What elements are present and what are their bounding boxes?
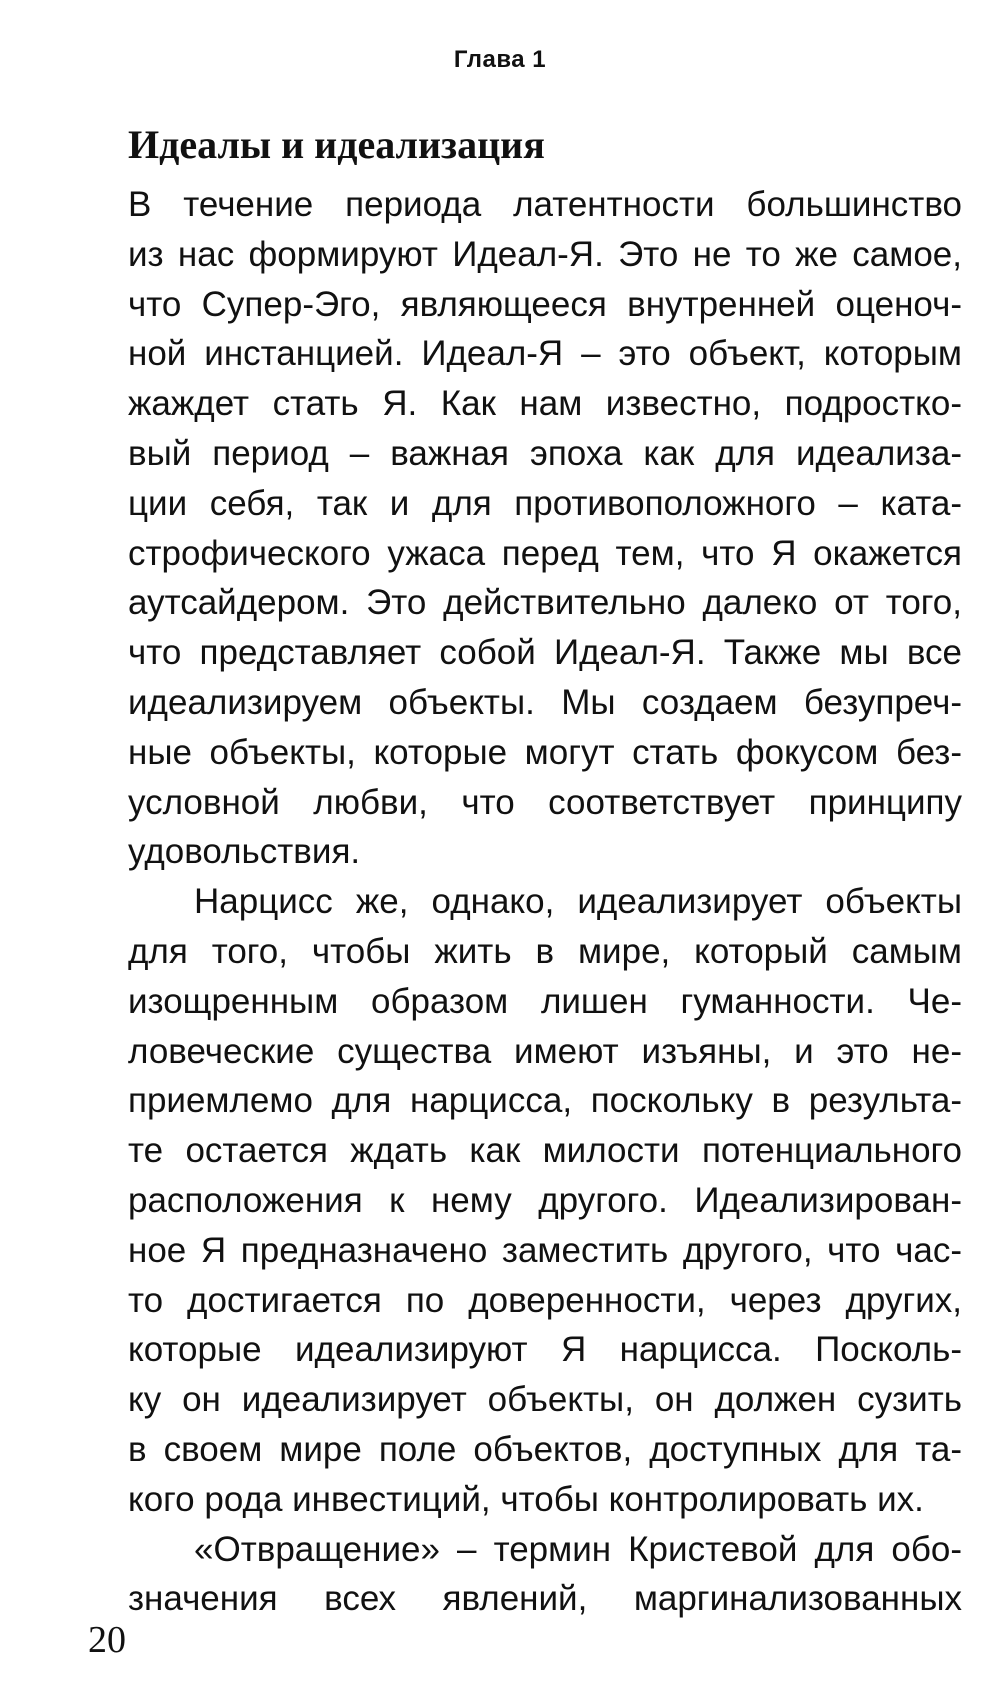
text-line: ное Я предназначено заместить другого, что час- <box>128 1230 962 1270</box>
text-line: приемлемо для нарцисса, поскольку в результа- <box>128 1081 962 1121</box>
page-number: 20 <box>88 1619 126 1661</box>
text-line: изощренным образом лишен гуманности. Че- <box>128 981 962 1021</box>
section-title: Идеалы и идеализация <box>128 122 545 167</box>
text-line: для того, чтобы жить в мире, который самым <box>128 931 962 971</box>
running-head: Глава 1 <box>453 46 547 73</box>
text-line: значения всех явлений, маргинализованных <box>128 1579 962 1619</box>
text-line: строфического ужаса перед тем, что Я окажется <box>128 533 962 573</box>
text-line: из нас формируют Идеал-Я. Это не то же самое, <box>128 234 962 274</box>
text-line: аутсайдером. Это действительно далеко от того, <box>128 583 962 623</box>
text-line: Нарцисс же, однако, идеализирует объекты <box>194 882 962 922</box>
text-line: удовольствия. <box>128 832 361 872</box>
text-line: то достигается по доверенности, через других, <box>128 1280 962 1320</box>
text-line: что Супер-Эго, являющееся внутренней оценоч- <box>128 284 962 324</box>
body-text <box>128 180 962 1624</box>
text-line: условной любви, что соответствует принципу <box>128 782 962 822</box>
text-line: кого рода инвестиций, чтобы контролировать их. <box>128 1479 924 1519</box>
text-line: «Отвращение» – термин Кристевой для обо- <box>194 1529 962 1569</box>
text-line: В течение периода латентности большинство <box>128 185 962 224</box>
text-line: те остается ждать как милости потенциального <box>128 1131 962 1171</box>
text-line: ции себя, так и для противоположного – ката- <box>128 483 962 523</box>
text-line: ной инстанцией. Идеал-Я – это объект, которым <box>128 334 962 374</box>
text-line: которые идеализируют Я нарцисса. Посколь- <box>128 1330 962 1370</box>
text-line: ку он идеализирует объекты, он должен сузить <box>128 1380 962 1420</box>
text-line: ловеческие существа имеют изъяны, и это не- <box>128 1031 962 1071</box>
text-line: расположения к нему другого. Идеализирован- <box>128 1180 962 1220</box>
text-line: ные объекты, которые могут стать фокусом без- <box>128 732 962 772</box>
text-line: жаждет стать Я. Как нам известно, подростко- <box>128 384 962 424</box>
text-line: в своем мире поле объектов, доступных для та- <box>128 1429 962 1469</box>
text-line: что представляет собой Идеал-Я. Также мы все <box>128 633 962 673</box>
text-line: идеализируем объекты. Мы создаем безупреч- <box>128 682 962 722</box>
text-line: вый период – важная эпоха как для идеализа- <box>128 433 962 473</box>
